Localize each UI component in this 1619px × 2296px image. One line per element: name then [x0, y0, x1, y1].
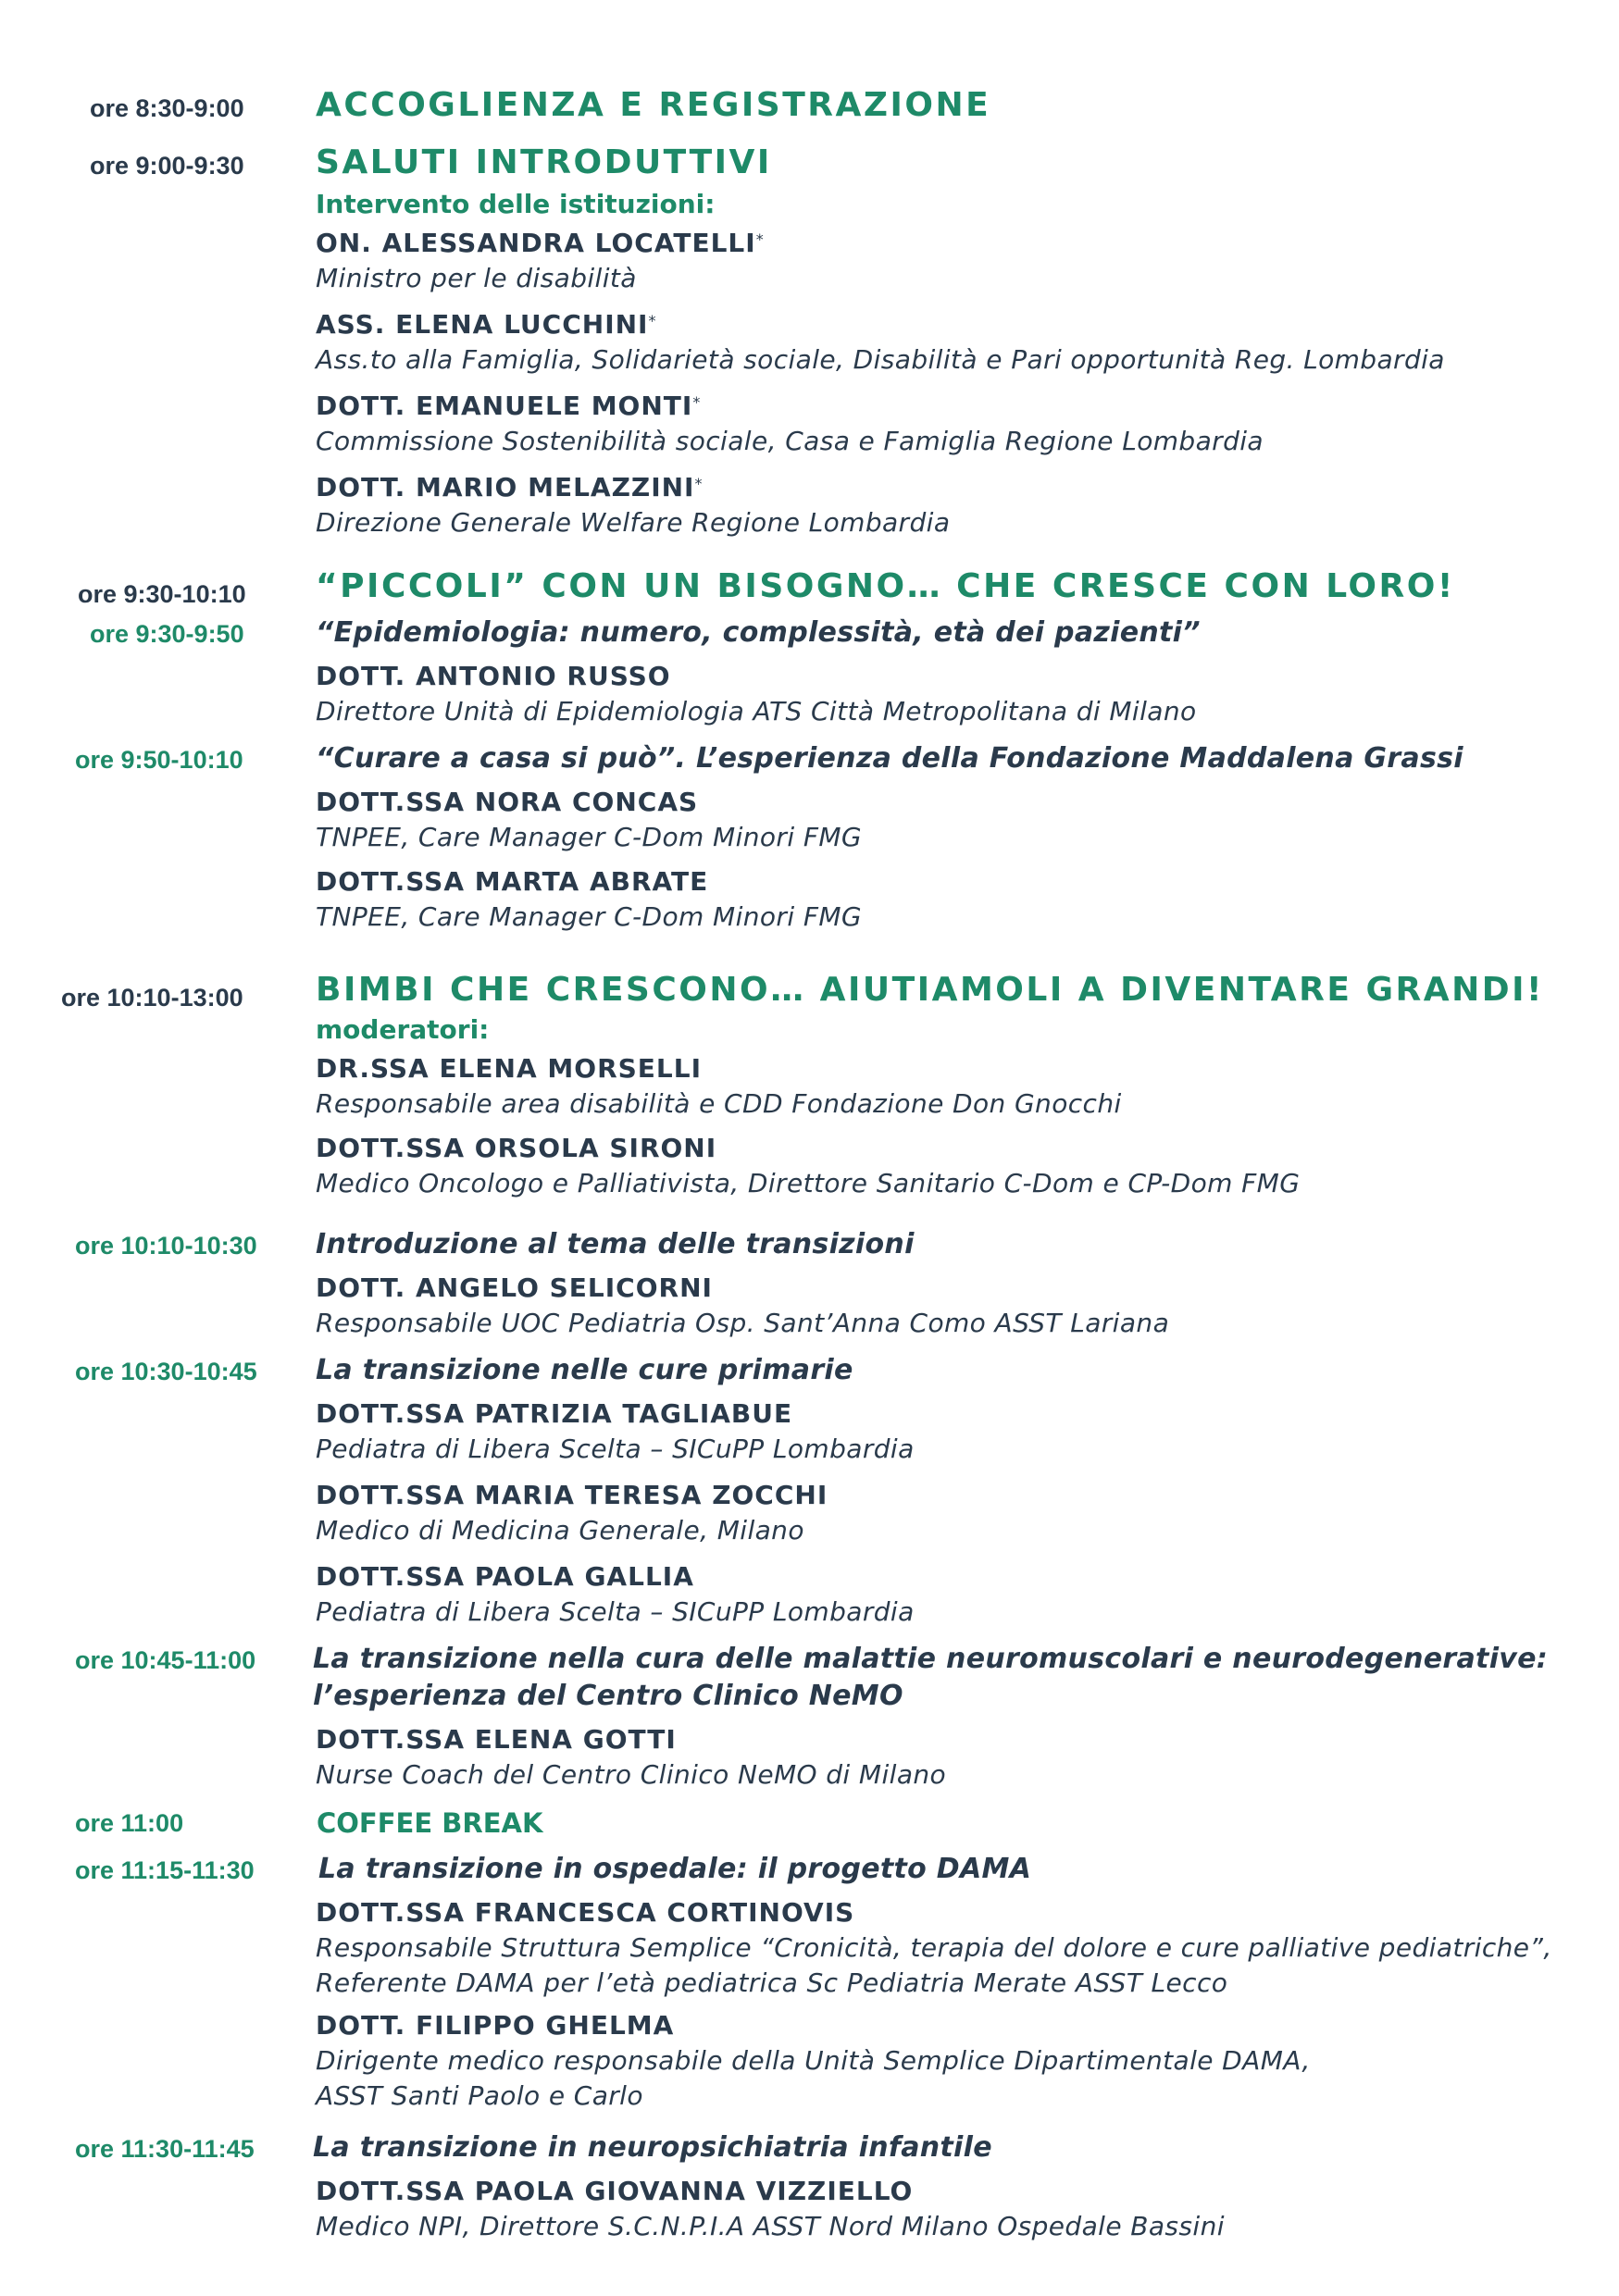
speaker-role-line: Dirigente medico responsabile della Unità Semplice Dipartimentale DAMA,: [316, 2045, 1311, 2076]
section-title: SALUTI INTRODUTTIVI: [316, 143, 772, 181]
section-title: BIMBI CHE CRESCONO… AIUTIAMOLI A DIVENTARE GRANDI!: [316, 971, 1544, 1009]
speaker-role: Responsabile UOC Pediatria Osp. Sant’Anna Como ASST Lariana: [316, 1308, 1170, 1338]
moderator-role: Medico Oncologo e Palliativista, Direttore Sanitario C-Dom e CP-Dom FMG: [316, 1168, 1301, 1198]
talk-title: La transizione in ospedale: il progetto DAMA: [318, 1853, 1032, 1885]
time-label: ore 9:30-9:50: [90, 620, 244, 648]
time-label: ore 9:30-10:10: [78, 580, 246, 608]
speaker-name: DOTT.SSA ELENA GOTTI: [316, 1724, 677, 1755]
speaker-name: DOTT.SSA PATRIZIA TAGLIABUE: [316, 1398, 793, 1429]
time-label: ore 9:00-9:30: [90, 152, 244, 180]
speaker-name: DOTT. EMANUELE MONTI*: [316, 391, 702, 421]
section-content: [316, 143, 1602, 540]
section-content: [316, 85, 1602, 126]
talk-title: La transizione in neuropsichiatria infantile: [313, 2131, 992, 2164]
time-label: ore 11:15-11:30: [75, 1856, 255, 1884]
speaker-role: Medico di Medicina Generale, Milano: [316, 1515, 804, 1545]
section-title: ACCOGLIENZA E REGISTRAZIONE: [316, 86, 991, 124]
speaker-role: Pediatra di Libera Scelta – SICuPP Lombardia: [316, 1433, 915, 1464]
time-label: ore 8:30-9:00: [90, 94, 244, 122]
section-content: [316, 566, 1602, 607]
talk-title: La transizione nelle cure primarie: [316, 1354, 853, 1386]
speaker-role: Medico NPI, Direttore S.C.N.P.I.A ASST Nord Milano Ospedale Bassini: [316, 2211, 1225, 2241]
speaker-name: ASS. ELENA LUCCHINI*: [316, 309, 657, 340]
speaker-role: Ass.to alla Famiglia, Solidarietà sociale, Disabilità e Pari opportunità Reg. Lombardia: [316, 344, 1445, 375]
talk-title: “Epidemiologia: numero, complessità, età dei pazienti”: [316, 616, 1201, 649]
speaker-name: ON. ALESSANDRA LOCATELLI*: [316, 228, 765, 258]
speaker-name: DOTT. ANGELO SELICORNI: [316, 1272, 713, 1303]
speaker-role-line: ASST Santi Paolo e Carlo: [316, 2080, 643, 2111]
speaker-name: DOTT.SSA PAOLA GALLIA: [316, 1561, 694, 1592]
moderators-label: moderatori:: [316, 1014, 490, 1045]
talk-content: [313, 2129, 1600, 2244]
time-label: ore 10:45-11:00: [75, 1646, 256, 1674]
speaker-name: DOTT.SSA NORA CONCAS: [316, 787, 699, 817]
time-label: ore 11:00: [75, 1809, 184, 1837]
speaker-role: [316, 2043, 1605, 2114]
speaker-name: DOTT.SSA FRANCESCA CORTINOVIS: [316, 1897, 855, 1928]
talk-content: [316, 1226, 1602, 1341]
speaker-role: Commissione Sostenibilità sociale, Casa e Famiglia Regione Lombardia: [316, 426, 1264, 456]
speaker-role: TNPEE, Care Manager C-Dom Minori FMG: [316, 901, 862, 932]
speaker-block: [316, 385, 1602, 459]
speaker-role-line: Responsabile Struttura Semplice “Cronicità, terapia del dolore e cure palliative pediatriche”,: [316, 1932, 1552, 1963]
speaker-block: [316, 466, 1602, 540]
time-label: ore 9:50-10:10: [75, 746, 243, 774]
speaker-block: [316, 304, 1602, 378]
time-label: ore 10:10-13:00: [61, 984, 243, 1011]
speaker-block: [316, 222, 1602, 296]
speaker-name: DOTT.SSA PAOLA GIOVANNA VIZZIELLO: [316, 2176, 914, 2206]
speaker-role-line: Referente DAMA per l’età pediatrica Sc Pediatria Merate ASST Lecco: [316, 1967, 1228, 1998]
speaker-name: DOTT. ANTONIO RUSSO: [316, 661, 671, 691]
intro-label: Intervento delle istituzioni:: [316, 189, 716, 219]
speaker-name: DOTT.SSA MARTA ABRATE: [316, 866, 709, 897]
section-content: [316, 970, 1602, 1201]
time-label: ore 10:30-10:45: [75, 1358, 257, 1385]
speaker-role: TNPEE, Care Manager C-Dom Minori FMG: [316, 822, 862, 852]
moderator-name: DOTT.SSA ORSOLA SIRONI: [316, 1133, 717, 1163]
speaker-role: Direzione Generale Welfare Regione Lombardia: [316, 507, 951, 538]
section-title: “PICCOLI” CON UN BISOGNO… CHE CRESCE CON LORO!: [316, 567, 1455, 605]
talk-content: [316, 1352, 1602, 1630]
talk-content: [313, 1641, 1600, 1793]
speaker-name: DOTT. FILIPPO GHELMA: [316, 2010, 675, 2041]
speaker-role: [316, 1930, 1605, 2001]
talk-title-line: La transizione nella cura delle malattie neuromuscolari e neurodegenerative:: [313, 1643, 1549, 1675]
time-label: ore 11:30-11:45: [75, 2135, 255, 2163]
speaker-role: Direttore Unità di Epidemiologia ATS Città Metropolitana di Milano: [316, 696, 1197, 726]
speaker-name: DOTT.SSA MARIA TERESA ZOCCHI: [316, 1480, 828, 1510]
speaker-role: Ministro per le disabilità: [316, 263, 637, 293]
talk-content: [316, 614, 1602, 729]
time-label: ore 10:10-10:30: [75, 1232, 257, 1260]
speaker-role: Pediatra di Libera Scelta – SICuPP Lombardia: [316, 1596, 915, 1627]
coffee-content: [317, 1806, 1603, 1841]
talk-title-line: l’esperienza del Centro Clinico NeMO: [313, 1680, 903, 1712]
talk-title: “Curare a casa si può”. L’esperienza della Fondazione Maddalena Grassi: [316, 742, 1463, 775]
moderator-name: DR.SSA ELENA MORSELLI: [316, 1053, 703, 1084]
talk-title: [313, 1641, 1600, 1715]
talk-content: [318, 1851, 1605, 2114]
speaker-name: DOTT. MARIO MELAZZINI*: [316, 472, 704, 503]
moderator-role: Responsabile area disabilità e CDD Fondazione Don Gnocchi: [316, 1088, 1122, 1119]
speaker-role: Nurse Coach del Centro Clinico NeMO di Milano: [316, 1759, 947, 1790]
coffee-break-label: COFFEE BREAK: [317, 1807, 543, 1839]
talk-title: Introduzione al tema delle transizioni: [316, 1228, 915, 1260]
talk-content: [316, 740, 1602, 935]
